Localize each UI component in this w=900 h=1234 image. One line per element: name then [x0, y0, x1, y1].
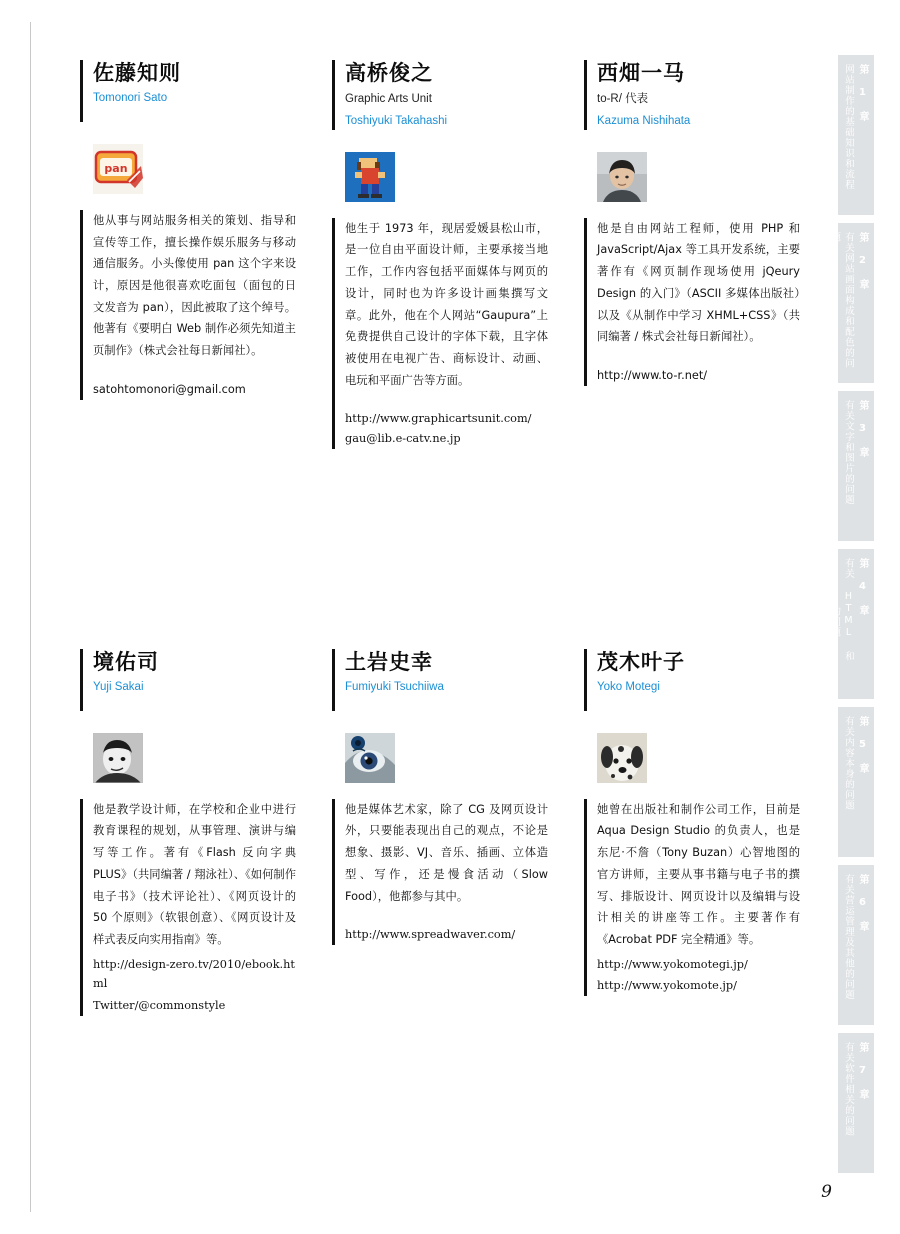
profile-card — [584, 649, 800, 1016]
chapter-tab-label: 有关软件相关的问题 — [843, 1042, 854, 1137]
dalmatian-dog-avatar — [597, 733, 647, 783]
profile-avatar-wrap — [80, 144, 296, 202]
profile-contact[interactable]: Twitter/@commonstyle — [93, 999, 226, 1013]
profile-name-block — [80, 649, 296, 711]
chapter-tab-label: 有关文字和图片的问题 — [843, 400, 854, 505]
profile-bio-block — [584, 218, 800, 386]
profile-contact[interactable]: http://www.yokomote.jp/ — [597, 979, 737, 993]
profile-bio: 他是自由网站工程师，使用 PHP 和 JavaScript/Ajax 等工具开发系统，主要著作有《网页制作现场使用 jQeury Design 的入门》（ASCII 多媒体出版社）以及《从制作中学习 XHML+CSS》（共同编著 / 株式会社每日新闻社）。 — [597, 221, 800, 344]
profile-affiliation: to-R/ 代表 — [597, 93, 649, 106]
black-white-face-avatar — [93, 733, 143, 783]
chapter-tab-label: 有关 HTML 和 CSS 的问题 — [829, 558, 854, 674]
profile-card — [584, 60, 800, 449]
profile-name-en: Kazuma Nishihata — [597, 114, 691, 127]
profile-row — [80, 60, 800, 449]
chapter-tab-label: 有关内容本身的问题 — [843, 716, 854, 811]
profile-contact[interactable]: http://www.spreadwaver.com/ — [345, 928, 516, 942]
chapter-tab-1[interactable] — [838, 55, 874, 215]
profile-avatar-wrap — [332, 152, 548, 210]
profile-contact[interactable]: http://www.graphicartsunit.com/ — [345, 412, 532, 426]
profile-name-block — [332, 649, 548, 711]
profile-name-en: Yoko Motegi — [597, 681, 660, 694]
profile-name-jp: 高桥俊之 — [345, 61, 433, 85]
profile-name-jp: 茂木叶子 — [597, 649, 685, 674]
svg-text:pan: pan — [104, 162, 128, 175]
profile-bio-block — [80, 210, 296, 400]
profile-bio: 他生于 1973 年，现居爱媛县松山市，是一位自由平面设计师，主要承接当地工作，工作内容包括平面媒体与网页的设计，同时也为许多设计画集撰写文章。此外，他在个人网站“Gaupura”上免费提供自己设计的字体下载，且字体被使用在电视广告、商标设计、动画、电玩和平面广告等方面。 — [345, 221, 548, 387]
profile-card — [80, 649, 296, 1016]
profile-avatar-wrap — [584, 152, 800, 210]
profile-name-block — [80, 60, 296, 122]
profile-name-block — [584, 60, 800, 130]
chapter-tab-number: 第 2 章 — [857, 232, 868, 290]
chapter-tab-label: 网站制作的基础知识和流程 — [843, 64, 854, 190]
pixel-character-avatar — [345, 152, 395, 202]
profile-grid — [80, 60, 800, 1016]
profile-bio: 他从事与网站服务相关的策划、指导和宣传等工作，擅长操作娱乐服务与移动通信服务。小头像使用 pan 这个字来设计，原因是他很喜欢吃面包（面包的日文发音为 pan），因此被取了这个绰号。他著有《要明白 Web 制作必须先知道主页制作》（株式会社每日新闻社）。 — [93, 214, 296, 358]
profile-bio-block — [332, 799, 548, 945]
chapter-tab-number: 第 6 章 — [857, 874, 868, 932]
chapter-tab-number: 第 3 章 — [857, 400, 868, 458]
profile-row — [80, 649, 800, 1016]
chapter-tab-7[interactable] — [838, 1033, 874, 1173]
pan-logo-avatar — [93, 144, 143, 194]
profile-affiliation: Graphic Arts Unit — [345, 93, 432, 106]
profile-card — [80, 60, 296, 449]
chapter-tab-label: 有关网站画面构成和配色的问题 — [829, 232, 854, 369]
profile-bio-block — [584, 799, 800, 996]
profile-name-en: Toshiyuki Takahashi — [345, 114, 448, 127]
profile-card — [332, 60, 548, 449]
profile-name-block — [332, 60, 548, 130]
profile-bio-block — [332, 218, 548, 449]
chapter-tab-4[interactable] — [829, 549, 874, 699]
profile-bio: 他是媒体艺术家，除了 CG 及网页设计外，只要能表现出自己的观点，不论是想象、摄影、VJ、音乐、插画、立体造型、写作，还是慢食活动（Slow Food），他都参与其中。 — [345, 802, 548, 903]
chapter-tab-3[interactable] — [838, 391, 874, 541]
profile-contact[interactable]: http://www.yokomotegi.jp/ — [597, 957, 748, 971]
profile-name-jp: 土岩史幸 — [345, 649, 433, 674]
profile-name-en: Fumiyuki Tsuchiiwa — [345, 681, 444, 694]
profile-contact[interactable]: http://www.to-r.net/ — [597, 368, 708, 382]
profile-bio-block — [80, 799, 296, 1016]
portrait-photo-avatar — [597, 152, 647, 202]
profile-name-en: Yuji Sakai — [93, 681, 144, 694]
profile-avatar-wrap — [80, 733, 296, 791]
eye-graphic-avatar — [345, 733, 395, 783]
profile-bio: 她曾在出版社和制作公司工作，目前是 Aqua Design Studio 的负责人，也是东尼·不詹（Tony Buzan）心智地图的官方讲师，主要从事书籍与电子书的撰写、排版设计、网页设计以及编辑与设计相关的讲座等工作。主要著作有《Acrobat PDF 完全精通》等。 — [597, 802, 800, 946]
page-rule-left — [30, 22, 31, 1212]
profile-bio: 他是教学设计师，在学校和企业中进行教育课程的规划，从事管理、演讲与编写等工作。著有《Flash 反向字典 PLUS》（共同编著 / 翔泳社）、《如何制作电子书》（技术评论社）、《网页设计的 50 个原则》（软银创意）、《网页设计及样式表反向实用指南》等。 — [93, 802, 296, 946]
chapter-tab-number: 第 1 章 — [857, 64, 868, 122]
chapter-tab-5[interactable] — [838, 707, 874, 857]
chapter-tab-6[interactable] — [838, 865, 874, 1025]
chapter-tab-number: 第 7 章 — [857, 1042, 868, 1100]
profile-avatar-wrap — [584, 733, 800, 791]
chapter-tab-number: 第 5 章 — [857, 716, 868, 774]
profile-contact[interactable]: gau@lib.e-catv.ne.jp — [345, 432, 461, 446]
profile-contact[interactable]: http://design-zero.tv/2010/ebook.html — [93, 957, 295, 991]
profile-name-jp: 西畑一马 — [597, 61, 685, 85]
chapter-tab-number: 第 4 章 — [857, 558, 868, 616]
chapter-tab-label: 有关营运管理及其他的问题 — [843, 874, 854, 1000]
chapter-tab-strip — [829, 55, 874, 1137]
profile-name-jp: 境佑司 — [93, 649, 159, 674]
chapter-tab-2[interactable] — [829, 223, 874, 383]
profile-card — [332, 649, 548, 1016]
profile-contact[interactable]: satohtomonori@gmail.com — [93, 382, 246, 396]
profile-avatar-wrap — [332, 733, 548, 791]
page-number: 9 — [821, 1182, 832, 1202]
profile-name-jp: 佐藤知则 — [93, 61, 181, 85]
profile-name-en: Tomonori Sato — [93, 92, 168, 105]
profile-name-block — [584, 649, 800, 711]
